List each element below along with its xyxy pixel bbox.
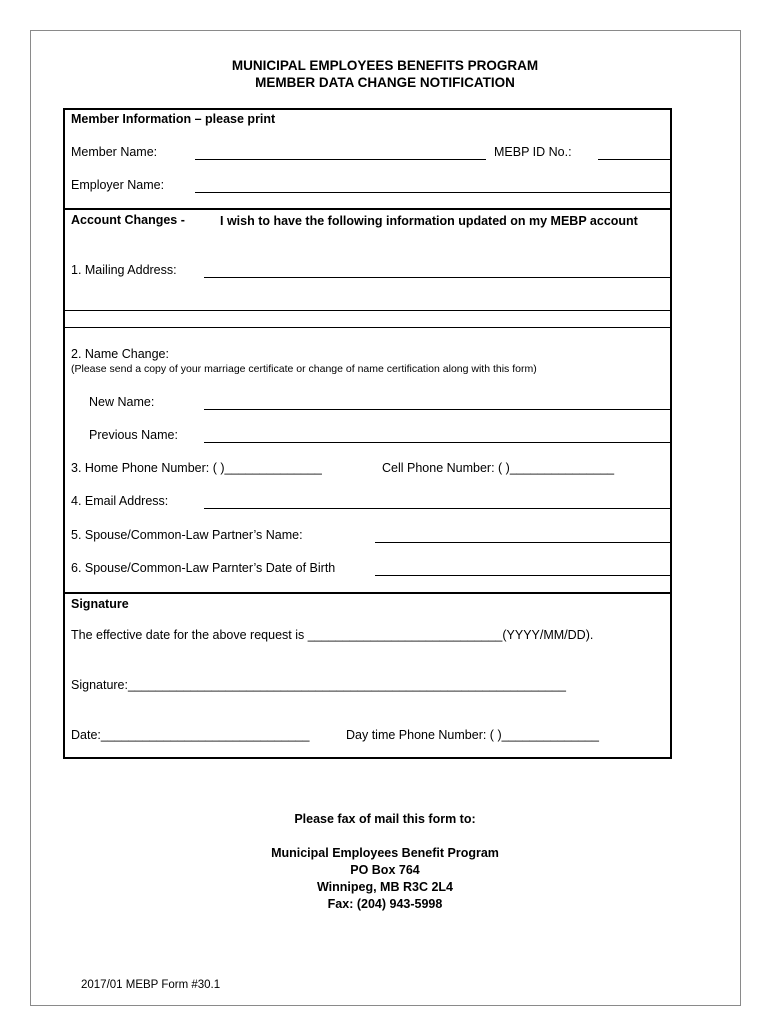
- previous-name-label: Previous Name:: [89, 428, 178, 442]
- member-name-field[interactable]: [195, 159, 486, 160]
- form-title: MUNICIPAL EMPLOYEES BENEFITS PROGRAM: [231, 58, 539, 73]
- employer-name-field[interactable]: [195, 192, 670, 193]
- signature-field[interactable]: Signature:_______________________________________________________________: [71, 678, 566, 692]
- mail-instruction: Please fax of mail this form to:: [294, 812, 476, 826]
- member-name-label: Member Name:: [71, 145, 158, 159]
- form-subtitle: MEMBER DATA CHANGE NOTIFICATION: [255, 75, 515, 90]
- mebp-id-field[interactable]: [598, 159, 670, 160]
- form-id-footer: 2017/01 MEBP Form #30.1: [81, 979, 221, 991]
- email-label: 4. Email Address:: [71, 494, 169, 508]
- date-field[interactable]: Date:______________________________: [71, 728, 310, 742]
- name-change-note: (Please send a copy of your marriage certificate or change of name certification along with this form): [71, 363, 537, 375]
- mailing-address-field[interactable]: [204, 277, 670, 278]
- city-address: Winnipeg, MB R3C 2L4: [316, 880, 453, 894]
- new-name-field[interactable]: [204, 409, 670, 410]
- org-name: Municipal Employees Benefit Program: [271, 846, 499, 860]
- mebp-id-label: MEBP ID No.:: [494, 145, 572, 159]
- member-info-heading: Member Information – please print: [71, 112, 276, 126]
- spouse-name-field[interactable]: [375, 542, 670, 543]
- previous-name-field[interactable]: [204, 442, 670, 443]
- signature-heading: Signature: [71, 597, 129, 611]
- mailing-address-label: 1. Mailing Address:: [71, 263, 177, 277]
- spouse-dob-label: 6. Spouse/Common-Law Parnter’s Date of Birth: [71, 561, 336, 575]
- account-changes-description: I wish to have the following information updated on my MEBP account: [220, 214, 638, 228]
- cell-phone-field[interactable]: Cell Phone Number: ( )_______________: [382, 461, 615, 475]
- mailing-address-line-3[interactable]: [63, 327, 672, 328]
- account-changes-heading: Account Changes -: [71, 213, 185, 227]
- section-divider: [63, 208, 672, 210]
- fax-number: Fax: (204) 943-5998: [327, 897, 443, 911]
- name-change-label: 2. Name Change:: [71, 347, 169, 361]
- effective-date-field[interactable]: The effective date for the above request is ____________________________(YYYY/MM/DD).: [71, 628, 594, 642]
- section-divider: [63, 592, 672, 594]
- po-box: PO Box 764: [350, 863, 420, 877]
- daytime-phone-field[interactable]: Day time Phone Number: ( )______________: [346, 728, 599, 742]
- home-phone-field[interactable]: 3. Home Phone Number: ( )______________: [71, 461, 322, 475]
- spouse-name-label: 5. Spouse/Common-Law Partner’s Name:: [71, 528, 303, 542]
- mailing-address-line-2[interactable]: [63, 310, 672, 311]
- email-field[interactable]: [204, 508, 670, 509]
- new-name-label: New Name:: [89, 395, 155, 409]
- spouse-dob-field[interactable]: [375, 575, 670, 576]
- employer-name-label: Employer Name:: [71, 178, 165, 192]
